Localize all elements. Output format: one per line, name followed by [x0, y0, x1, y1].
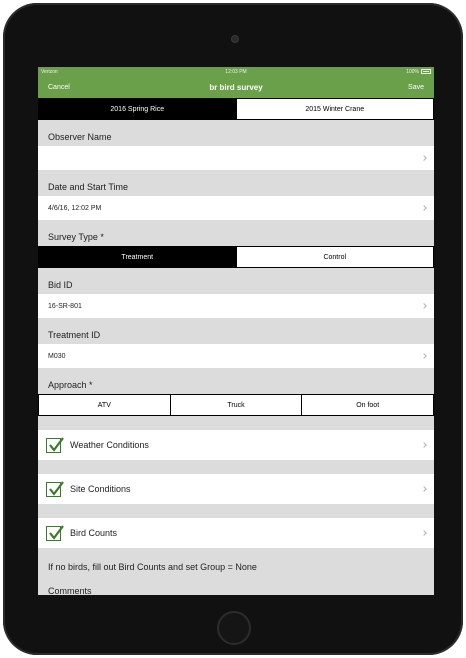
chevron-right-icon	[421, 303, 427, 309]
bird-counts-row[interactable]	[38, 518, 434, 548]
carrier-label: Verizon	[41, 68, 58, 75]
chevron-right-icon	[421, 155, 427, 161]
site-conditions-checkbox[interactable]	[46, 482, 61, 497]
bird-counts-note: If no birds, fill out Bird Counts and set Group = None	[48, 562, 257, 572]
checkmark-icon	[47, 436, 65, 454]
save-button[interactable]: Save	[408, 83, 424, 91]
chevron-right-icon	[421, 442, 427, 448]
observer-name-field[interactable]	[38, 146, 434, 170]
treatment-id-label: Treatment ID	[48, 330, 101, 340]
status-time: 12:03 PM	[225, 68, 247, 75]
comments-label: Comments	[48, 586, 92, 595]
cancel-button[interactable]: Cancel	[48, 83, 70, 91]
bid-id-field[interactable]	[38, 294, 434, 318]
date-time-label: Date and Start Time	[48, 182, 129, 192]
battery-percent: 100%	[406, 68, 419, 75]
approach-truck[interactable]: Truck	[170, 395, 302, 415]
bid-id-value: 16-SR-801	[48, 302, 82, 310]
survey-type-control-option[interactable]: Control	[236, 247, 434, 267]
date-time-field[interactable]	[38, 196, 434, 220]
home-button[interactable]	[217, 611, 251, 645]
nav-bar	[38, 76, 434, 98]
bird-counts-label: Bird Counts	[70, 528, 118, 538]
camera-icon	[231, 35, 239, 43]
date-time-value: 4/6/16, 12:02 PM	[48, 204, 102, 212]
approach-on-foot[interactable]: On foot	[301, 395, 433, 415]
checkmark-icon	[47, 524, 65, 542]
site-conditions-row[interactable]	[38, 474, 434, 504]
treatment-id-value: M030	[48, 352, 66, 360]
approach-atv[interactable]: ATV	[97, 401, 111, 409]
bid-id-label: Bid ID	[48, 280, 73, 290]
survey-type-label: Survey Type *	[48, 232, 104, 242]
approach-control	[38, 394, 434, 416]
chevron-right-icon	[421, 205, 427, 211]
app-screen	[38, 67, 434, 595]
treatment-id-field[interactable]	[38, 344, 434, 368]
status-bar	[38, 67, 434, 76]
chevron-right-icon	[421, 530, 427, 536]
approach-label: Approach *	[48, 380, 93, 390]
bird-counts-checkbox[interactable]	[46, 526, 61, 541]
site-conditions-label: Site Conditions	[70, 484, 131, 494]
survey-tabs	[38, 98, 434, 120]
battery-icon	[421, 69, 431, 74]
weather-conditions-checkbox[interactable]	[46, 438, 61, 453]
tab-2015-winter-crane[interactable]: 2015 Winter Crane	[236, 99, 434, 119]
tablet-frame	[3, 3, 463, 655]
chevron-right-icon	[421, 353, 427, 359]
survey-type-control	[38, 246, 434, 268]
observer-name-label: Observer Name	[48, 132, 112, 142]
weather-conditions-label: Weather Conditions	[70, 440, 149, 450]
page-title: br bird survey	[209, 82, 263, 92]
survey-type-treatment[interactable]: Treatment	[39, 247, 236, 267]
chevron-right-icon	[421, 486, 427, 492]
checkmark-icon	[47, 480, 65, 498]
tab-2016-spring-rice[interactable]: 2016 Spring Rice	[39, 99, 236, 119]
weather-conditions-row[interactable]	[38, 430, 434, 460]
